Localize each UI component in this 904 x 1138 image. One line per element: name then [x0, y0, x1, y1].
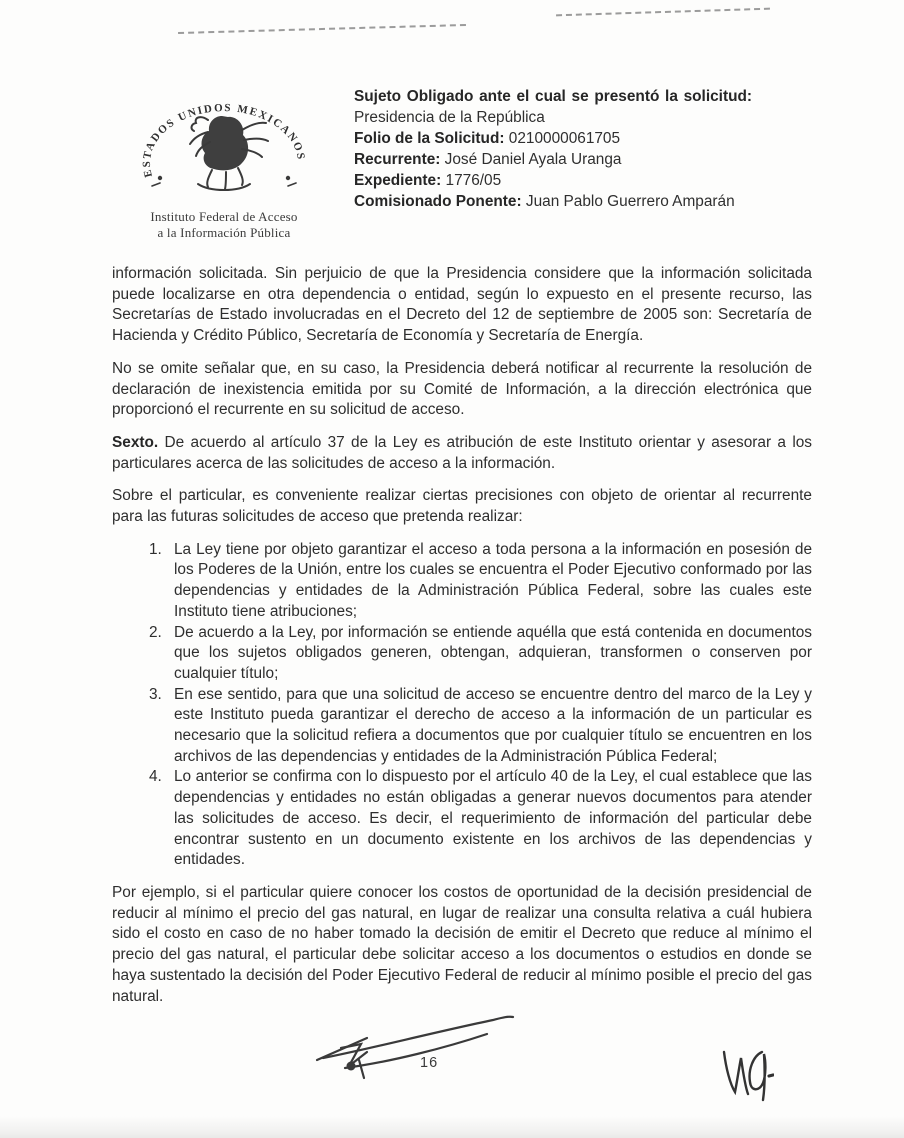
case-label: Sujeto Obligado ante el cual se presentó la solicitud: — [354, 88, 752, 105]
list-item-text: En ese sentido, para que una solicitud de acceso se encuentre dentro del marco de la Ley y este Instituto pueda garantizar el derecho de acceso a la información de un particular es necesario que la solicitud refiera a documentos que por cualquier título se encuentren en los archivos de las dependencias y entidades de la Administración Pública Federal; — [174, 685, 812, 765]
seal-arc-text: ESTADOS UNIDOS MEXICANOS — [140, 102, 308, 179]
list-item — [112, 685, 812, 768]
paragraph-informacion-solicitada: información solicitada. Sin perjuicio de que la Presidencia considere que la información solicitada puede localizarse en otra dependencia o entidad, según lo expuesto en el presente recurso, las Secretarías de Estado involucradas en el Decreto del 12 de septiembre de 2005 son: Secretaría de Hacienda y Crédito Público, Secretaría de Economía y Secretaría de Energía. — [112, 265, 812, 345]
paragraph-sexto-text: De acuerdo al artículo 37 de la Ley es atribución de este Instituto orientar y asesorar a los particulares acerca de las solicitudes de acceso a la información. — [112, 433, 812, 472]
case-line-sujeto-obligado — [354, 86, 752, 128]
paragraph-no-se-omite: No se omite señalar que, en su caso, la Presidencia deberá notificar al recurrente la resolución de declaración de inexistencia emitida por su Comité de Información, a la dirección electrónica que proporcionó el recurrente en su solicitud de acceso. — [112, 359, 812, 419]
case-line-expediente — [354, 170, 752, 191]
case-value: 0210000061705 — [508, 130, 621, 147]
list-item-text: De acuerdo a la Ley, por información se entiende aquélla que está contenida en documentos que los sujetos obligados generen, obtengan, adquieran, transformen o conserven por cualquier título; — [174, 623, 812, 682]
scan-artifact-dashed-line-right — [556, 8, 770, 17]
case-label: Folio de la Solicitud: — [354, 130, 505, 147]
mexico-national-seal-icon — [138, 86, 310, 206]
case-line-comisionado-ponente — [354, 191, 752, 212]
list-item — [112, 623, 812, 685]
logo-caption-line2: a la Información Pública — [157, 225, 291, 240]
case-label: Recurrente: — [354, 151, 441, 168]
case-value: Juan Pablo Guerrero Amparán — [525, 193, 735, 210]
list-item-number: 2. — [149, 623, 162, 641]
page-number: 16 — [420, 1055, 439, 1071]
case-line-recurrente — [354, 149, 752, 170]
case-value: 1776/05 — [445, 172, 502, 189]
list-item-number: 4. — [149, 768, 162, 786]
list-item-number: 3. — [149, 685, 162, 703]
paragraph-lead-sexto: Sexto. — [112, 433, 159, 451]
list-item-text: La Ley tiene por objeto garantizar el acceso a toda persona a la información en posesión de los Poderes de la Unión, entre los cuales se encuentra el Poder Ejecutivo conformado por las dependencias y entidades de la Administración Pública Federal, sobre las cuales este Instituto tiene atribuciones; — [174, 540, 812, 620]
list-item — [112, 767, 812, 871]
list-item-number: 1. — [149, 540, 162, 558]
institution-logo-block — [130, 86, 318, 241]
case-label: Expediente: — [354, 172, 442, 189]
document-header — [130, 86, 814, 241]
case-value: Presidencia de la República — [354, 109, 545, 126]
scan-artifact-dashed-line-left — [178, 24, 466, 34]
signature-scribble-icon — [315, 1008, 520, 1088]
list-item — [112, 540, 812, 623]
case-label: Comisionado Ponente: — [354, 193, 522, 210]
case-line-folio — [354, 128, 752, 149]
logo-caption — [130, 209, 318, 241]
scan-bottom-page-edge — [0, 1116, 904, 1138]
list-item-text: Lo anterior se confirma con lo dispuesto por el artículo 40 de la Ley, el cual establece que las dependencias y entidades no están obligadas a generar nuevos documentos para atender las solicitudes de acceso. Es decir, el requerimiento de información del particular debe encontrar sustento en un documento existente en los archivos de las dependencias y entidades. — [174, 768, 812, 869]
case-value: José Daniel Ayala Uranga — [444, 151, 622, 168]
paragraph-sobre-el-particular: Sobre el particular, es conveniente realizar ciertas precisiones con objeto de orientar al recurrente para las futuras solicitudes de acceso que pretenda realizar: — [112, 487, 812, 526]
reviewer-initials-signature-icon — [718, 1046, 774, 1106]
numbered-list — [112, 540, 812, 871]
document-body — [112, 264, 812, 1007]
logo-caption-line1: Instituto Federal de Acceso — [150, 209, 298, 224]
paragraph-por-ejemplo: Por ejemplo, si el particular quiere conocer los costos de oportunidad de la decisión presidencial de reducir al mínimo el precio del gas natural, en lugar de realizar una consulta relativa a cuál hubiera sido el costo en caso de no haber tomado la decisión de emitir el Decreto que reduce al mínimo el precio del gas natural, el particular debe solicitar acceso a los documentos o estudios en donde se haya sustentado la decisión del Poder Ejecutivo Federal de reducir al mínimo posible el precio del gas natural. — [112, 883, 812, 1005]
case-info-block — [354, 86, 752, 241]
paragraph-sexto — [112, 433, 812, 474]
